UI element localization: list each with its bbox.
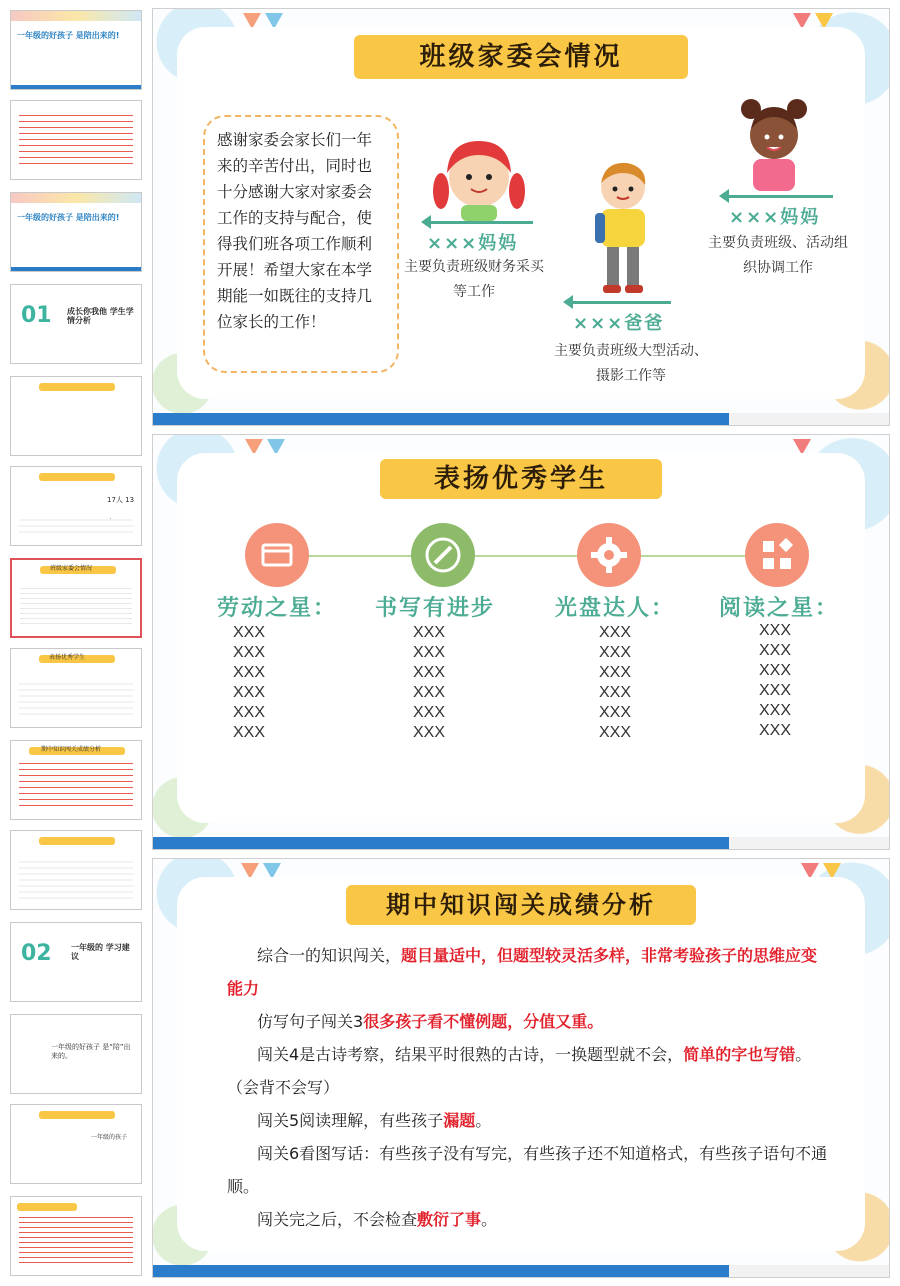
thumb-title: 一年级的好孩子 是“陪”出来的。 xyxy=(51,1043,131,1060)
student-name: XXX xyxy=(233,624,266,641)
text-span: 闯关4是古诗考察，结果平时很熟的古诗，一换题型就不会， xyxy=(257,1045,684,1064)
thumb-lines xyxy=(19,683,133,719)
student-name: XXX xyxy=(599,644,632,661)
analysis-paragraph-6 xyxy=(227,1203,831,1236)
girl-curly-hair-illustration xyxy=(739,95,809,195)
slide-thumbnail-4[interactable] xyxy=(10,284,142,364)
slide-thumbnail-12[interactable] xyxy=(10,1014,142,1094)
student-name: XXX xyxy=(233,684,266,701)
thumb-title: 表扬优秀学生 xyxy=(49,654,86,661)
thumb-title: 一年级的好孩子 是陪出来的! xyxy=(17,31,120,40)
thumb-title-bar xyxy=(39,473,115,481)
slide-thumbnail-14[interactable] xyxy=(10,1196,142,1276)
slide-thumbnail-8[interactable] xyxy=(10,648,142,728)
award-list-labor xyxy=(233,623,265,743)
award-list-reading xyxy=(759,621,791,741)
thumb-title-bar xyxy=(39,1111,115,1119)
student-name: XXX xyxy=(759,722,792,739)
thumb-footer xyxy=(11,267,141,271)
arrow-underline xyxy=(429,221,533,224)
student-name: XXX xyxy=(413,624,446,641)
member-duty-2: 主要负责班级大型活动、摄影工作等 xyxy=(554,343,708,384)
member-duty-1: 主要负责班级财务采买等工作 xyxy=(404,259,544,300)
analysis-text xyxy=(227,939,831,1236)
girl-red-hair-illustration xyxy=(429,129,529,227)
slide-thumbnail-13[interactable] xyxy=(10,1104,142,1184)
analysis-paragraph-2 xyxy=(227,1005,831,1038)
slide-thumbnail-5[interactable] xyxy=(10,376,142,456)
award-title-reading: 阅读之星： xyxy=(719,595,840,621)
thumb-title-bar xyxy=(39,383,115,391)
student-name: XXX xyxy=(759,682,792,699)
slide-midterm-analysis xyxy=(152,858,890,1278)
thumb-lines xyxy=(19,115,133,165)
thumb-title-bar xyxy=(17,1203,77,1211)
thumb-lines xyxy=(19,861,133,901)
student-name: XXX xyxy=(759,702,792,719)
student-name: XXX xyxy=(759,622,792,639)
thumb-title: 成长你我他 学生学情分析 xyxy=(67,307,134,325)
slide-title: 期中知识闯关成绩分析 xyxy=(346,885,696,925)
highlight-text: 敷衍了事 xyxy=(417,1210,482,1229)
award-title-clean-plate: 光盘达人： xyxy=(555,595,676,621)
member-duty-3: 主要负责班级、活动组织协调工作 xyxy=(708,235,848,276)
text-span: 闯关完之后，不会检查 xyxy=(257,1210,418,1229)
thumb-lines xyxy=(20,588,132,628)
footer-strip xyxy=(153,837,889,849)
thumb-lines xyxy=(19,1217,133,1267)
student-name: XXX xyxy=(233,664,266,681)
member-name-2: ×××爸爸 xyxy=(573,313,665,334)
thumb-number: 01 xyxy=(21,303,52,328)
boy-with-backpack-illustration xyxy=(581,159,665,299)
pencil-icon xyxy=(411,523,475,587)
thumb-title-bar xyxy=(39,837,115,845)
thanks-text-box: 感谢家委会家长们一年来的辛苦付出，同时也十分感谢大家对家委会工作的支持与配合，使得我们班各项工作顺利开展！希望大家在本学期能一如既往的支持几位家长的工作！ xyxy=(203,115,399,373)
award-title-labor: 劳动之星： xyxy=(217,595,338,621)
student-name: XXX xyxy=(413,724,446,741)
slide-thumbnail-3[interactable] xyxy=(10,192,142,272)
slide-thumbnail-7-active[interactable] xyxy=(10,558,142,638)
award-title-writing: 书写有进步 xyxy=(375,595,496,621)
student-name: XXX xyxy=(413,704,446,721)
text-span: 。 xyxy=(475,1111,492,1130)
thumb-banner xyxy=(11,11,141,21)
award-list-writing xyxy=(413,623,445,743)
member-name-1: ×××妈妈 xyxy=(427,233,519,254)
student-name: XXX xyxy=(759,662,792,679)
thumb-banner xyxy=(11,193,141,203)
student-name: XXX xyxy=(233,704,266,721)
text-span: 。 xyxy=(481,1210,498,1229)
grid-icon xyxy=(745,523,809,587)
member-name-3: ×××妈妈 xyxy=(729,207,821,228)
analysis-paragraph-3 xyxy=(227,1038,831,1104)
thumb-title: 一年级的孩子 xyxy=(91,1134,128,1141)
slide-thumbnail-10[interactable] xyxy=(10,830,142,910)
highlight-text: 题目量适中，但题型较灵活多样，非常考验孩子的思维应变能力 xyxy=(227,946,818,998)
thumb-number: 02 xyxy=(21,941,52,966)
footer-strip xyxy=(153,413,889,425)
thumb-lines xyxy=(19,763,133,811)
student-name: XXX xyxy=(599,724,632,741)
thumb-lines xyxy=(19,519,133,537)
thumb-title: 班级家委会情况 xyxy=(50,565,93,572)
slide-thumbnail-6[interactable] xyxy=(10,466,142,546)
student-name: XXX xyxy=(413,644,446,661)
slide-thumbnail-2[interactable] xyxy=(10,100,142,180)
student-name: XXX xyxy=(759,642,792,659)
analysis-paragraph-1 xyxy=(227,939,831,1005)
text-span: 仿写句子闯关3 xyxy=(257,1012,364,1031)
window-icon xyxy=(245,523,309,587)
slide-thumbnail-rail xyxy=(0,0,148,1286)
slide-title: 表扬优秀学生 xyxy=(380,459,662,499)
thumb-counts: 17人 13 xyxy=(107,496,135,504)
thumb-title: 一年级的好孩子 是陪出来的! xyxy=(17,213,120,222)
analysis-paragraph-4 xyxy=(227,1104,831,1137)
slide-title: 班级家委会情况 xyxy=(354,35,688,79)
arrow-underline xyxy=(727,195,833,198)
student-name: XXX xyxy=(599,664,632,681)
arrow-underline xyxy=(571,301,671,304)
footer-strip xyxy=(153,1265,889,1277)
thumb-title: 期中知识闯关成绩分析 xyxy=(41,746,102,753)
student-name: XXX xyxy=(599,684,632,701)
text-span: 。（会背不会写） xyxy=(227,1045,812,1097)
student-name: XXX xyxy=(413,684,446,701)
highlight-text: 很多孩子看不懂例题，分值又重。 xyxy=(363,1012,604,1031)
student-name: XXX xyxy=(599,624,632,641)
slide-thumbnail-1[interactable] xyxy=(10,10,142,90)
student-name: XXX xyxy=(413,664,446,681)
highlight-text: 简单的字也写错 xyxy=(683,1045,796,1064)
gear-icon xyxy=(577,523,641,587)
slide-praise-students xyxy=(152,434,890,850)
thumb-title: 一年级的 学习建议 xyxy=(71,943,130,961)
text-span: 闯关5阅读理解，有些孩子 xyxy=(257,1111,444,1130)
award-list-clean-plate xyxy=(599,623,631,743)
award-connector-line xyxy=(283,555,763,557)
student-name: XXX xyxy=(599,704,632,721)
thumb-footer xyxy=(11,85,141,89)
text-span: 综合一的知识闯关， xyxy=(257,946,402,965)
slide-parent-committee xyxy=(152,8,890,426)
student-name: XXX xyxy=(233,724,266,741)
analysis-paragraph-5: 闯关6看图写话：有些孩子没有写完，有些孩子还不知道格式，有些孩子语句不通顺。 xyxy=(227,1144,828,1196)
student-name: XXX xyxy=(233,644,266,661)
slide-thumbnail-9[interactable] xyxy=(10,740,142,820)
slide-thumbnail-11[interactable] xyxy=(10,922,142,1002)
highlight-text: 漏题 xyxy=(443,1111,476,1130)
